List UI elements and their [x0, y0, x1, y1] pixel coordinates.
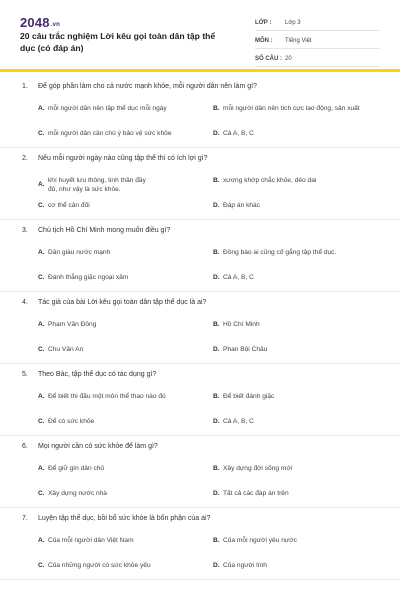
option-text: Hồ Chí Minh	[223, 321, 260, 328]
meta-row-count	[255, 51, 380, 67]
option-c[interactable]	[38, 346, 193, 355]
question-item	[0, 292, 400, 364]
header-divider	[0, 69, 400, 72]
question-item	[0, 148, 400, 220]
option-c[interactable]	[38, 562, 193, 571]
option-letter: A.	[38, 393, 45, 400]
option-text: Cả A, B, C	[223, 274, 254, 281]
document-title: 20 câu trắc nghiệm Lời kêu gọi toàn dân tập thể dục (có đáp án)	[20, 31, 216, 53]
question-number: 7.	[22, 515, 28, 522]
question-number: 6.	[22, 443, 28, 450]
question-item	[0, 436, 400, 508]
option-letter: B.	[213, 537, 220, 544]
option-a[interactable]	[38, 321, 193, 330]
option-d[interactable]	[213, 202, 368, 211]
option-text: Phạm Văn Đồng	[48, 321, 97, 328]
question-text	[22, 155, 388, 162]
option-letter: A.	[38, 465, 45, 472]
meta-value: 20	[285, 55, 292, 62]
question-number: 5.	[22, 371, 28, 378]
meta-key: MÔN :	[255, 37, 273, 44]
option-d[interactable]	[213, 130, 368, 139]
option-letter: D.	[213, 346, 220, 353]
question-text	[22, 515, 388, 522]
option-text: Của người lính	[223, 562, 267, 569]
option-letter: B.	[213, 393, 220, 400]
option-letter: C.	[38, 562, 45, 569]
option-text: Của mỗi người yêu nước	[223, 537, 297, 544]
option-text: Để có sức khỏe	[48, 418, 95, 425]
option-letter: C.	[38, 346, 45, 353]
option-c[interactable]	[38, 418, 193, 427]
option-c[interactable]	[38, 274, 193, 283]
option-text: Của mỗi người dân Việt Nam	[48, 537, 134, 544]
meta-key: LỚP :	[255, 19, 272, 26]
option-letter: B.	[213, 249, 220, 256]
option-letter: D.	[213, 130, 220, 137]
option-text: mỗi người dân nên tích cực lao động, sản xuất	[223, 105, 360, 112]
option-text: mỗi người dân cần chú ý bảo vệ sức khỏe	[48, 130, 172, 137]
option-b[interactable]	[213, 393, 368, 402]
question-body: Để góp phần làm cho cả nước mạnh khỏe, mỗi người dân nên làm gì?	[38, 83, 257, 90]
option-letter: B.	[213, 321, 220, 328]
question-number: 2.	[22, 155, 28, 162]
option-text: Cả A, B, C	[223, 418, 254, 425]
option-text: Để giữ gìn dân chủ	[48, 465, 105, 472]
option-text: khí huyết lưu thông, tinh thần đầy đủ, như vậy là sức khỏe.	[48, 177, 146, 193]
option-letter: A.	[38, 321, 45, 328]
question-text	[22, 227, 388, 234]
question-text	[22, 443, 388, 450]
option-text: Tất cả các đáp án trên	[223, 490, 289, 497]
option-text: Phan Bội Châu	[223, 346, 268, 353]
option-letter: C.	[38, 274, 45, 281]
option-text: Đáp án khác	[223, 202, 261, 209]
option-d[interactable]	[213, 490, 368, 499]
option-c[interactable]	[38, 130, 193, 139]
option-letter: A.	[38, 249, 45, 256]
option-a[interactable]	[38, 105, 193, 114]
option-letter: C.	[38, 202, 45, 209]
question-body: Theo Bác, tập thể dục có tác dụng gì?	[38, 371, 157, 378]
question-number: 1.	[22, 83, 28, 90]
question-number: 3.	[22, 227, 28, 234]
option-letter: C.	[38, 490, 45, 497]
option-letter: A.	[38, 181, 45, 189]
option-a[interactable]	[38, 393, 193, 402]
site-logo[interactable]	[20, 15, 60, 30]
option-b[interactable]	[213, 177, 368, 186]
question-body: Luyện tập thể dục, bồi bổ sức khỏe là bổn phận của ai?	[38, 515, 211, 522]
option-text: Đồng bào ai cũng cố gắng tập thể dục.	[223, 249, 337, 256]
meta-row-subject	[255, 33, 380, 49]
option-a[interactable]	[38, 537, 193, 546]
option-letter: A.	[38, 537, 45, 544]
option-text: Chu Văn An	[48, 346, 84, 353]
option-b[interactable]	[213, 105, 368, 114]
logo-text: 2048	[20, 15, 50, 30]
question-body: Chủ tịch Hồ Chí Minh mong muốn điều gì?	[38, 227, 171, 234]
option-letter: D.	[213, 562, 220, 569]
option-letter: B.	[213, 465, 220, 472]
option-text: Của những người có sức khỏe yếu	[48, 562, 151, 569]
question-item	[0, 508, 400, 580]
option-d[interactable]	[213, 562, 368, 571]
option-d[interactable]	[213, 274, 368, 283]
question-text	[22, 371, 388, 378]
question-number: 4.	[22, 299, 28, 306]
option-c[interactable]	[38, 202, 193, 211]
option-letter: D.	[213, 274, 220, 281]
option-b[interactable]	[213, 537, 368, 546]
document-header	[0, 0, 400, 66]
question-text	[22, 83, 388, 90]
option-b[interactable]	[213, 465, 368, 474]
meta-value: Tiếng Việt	[285, 37, 312, 44]
option-a[interactable]	[38, 249, 193, 258]
option-text: Để biết thi đấu một môn thể thao nào đó	[48, 393, 166, 400]
option-a[interactable]	[38, 465, 193, 474]
option-b[interactable]	[213, 321, 368, 330]
option-letter: C.	[38, 130, 45, 137]
meta-value: Lớp 3	[285, 19, 301, 26]
question-body: Tác giả của bài Lời kêu gọi toàn dân tập thể dục là ai?	[38, 299, 207, 306]
option-letter: D.	[213, 490, 220, 497]
question-item	[0, 364, 400, 436]
option-text: Dân giàu nước mạnh	[48, 249, 111, 256]
option-c[interactable]	[38, 490, 193, 499]
option-letter: C.	[38, 418, 45, 425]
option-letter: D.	[213, 418, 220, 425]
question-item	[0, 220, 400, 292]
meta-row-class	[255, 15, 380, 31]
option-text: Cả A, B, C	[223, 130, 254, 137]
option-text: Xây dựng đời sống mới	[223, 465, 293, 472]
option-text: xương khớp chắc khỏe, dẻo dai	[223, 177, 317, 184]
option-letter: B.	[213, 177, 220, 184]
question-body: Mọi người cần có sức khỏe để làm gì?	[38, 443, 158, 450]
question-item	[0, 76, 400, 148]
logo-suffix: .vn	[50, 22, 61, 28]
option-a[interactable]	[38, 177, 153, 194]
option-b[interactable]	[213, 249, 368, 258]
option-text: cơ thể cân đối	[48, 202, 90, 209]
option-letter: A.	[38, 105, 45, 112]
option-text: Để biết đánh giặc	[223, 393, 275, 400]
question-list	[0, 76, 400, 580]
option-text: mỗi người dân nên tập thể dục mỗi ngày	[48, 105, 167, 112]
option-d[interactable]	[213, 346, 368, 355]
option-text: Đánh thắng giặc ngoại xâm	[48, 274, 129, 281]
option-text: Xây dựng nước nhà	[48, 490, 107, 497]
option-letter: D.	[213, 202, 220, 209]
meta-table	[255, 15, 380, 69]
question-body: Nếu mỗi người ngày nào cũng tập thể thì có ích lợi gì?	[38, 155, 208, 162]
question-text	[22, 299, 388, 306]
meta-key: SỐ CÂU :	[255, 55, 282, 62]
option-d[interactable]	[213, 418, 368, 427]
option-letter: B.	[213, 105, 220, 112]
